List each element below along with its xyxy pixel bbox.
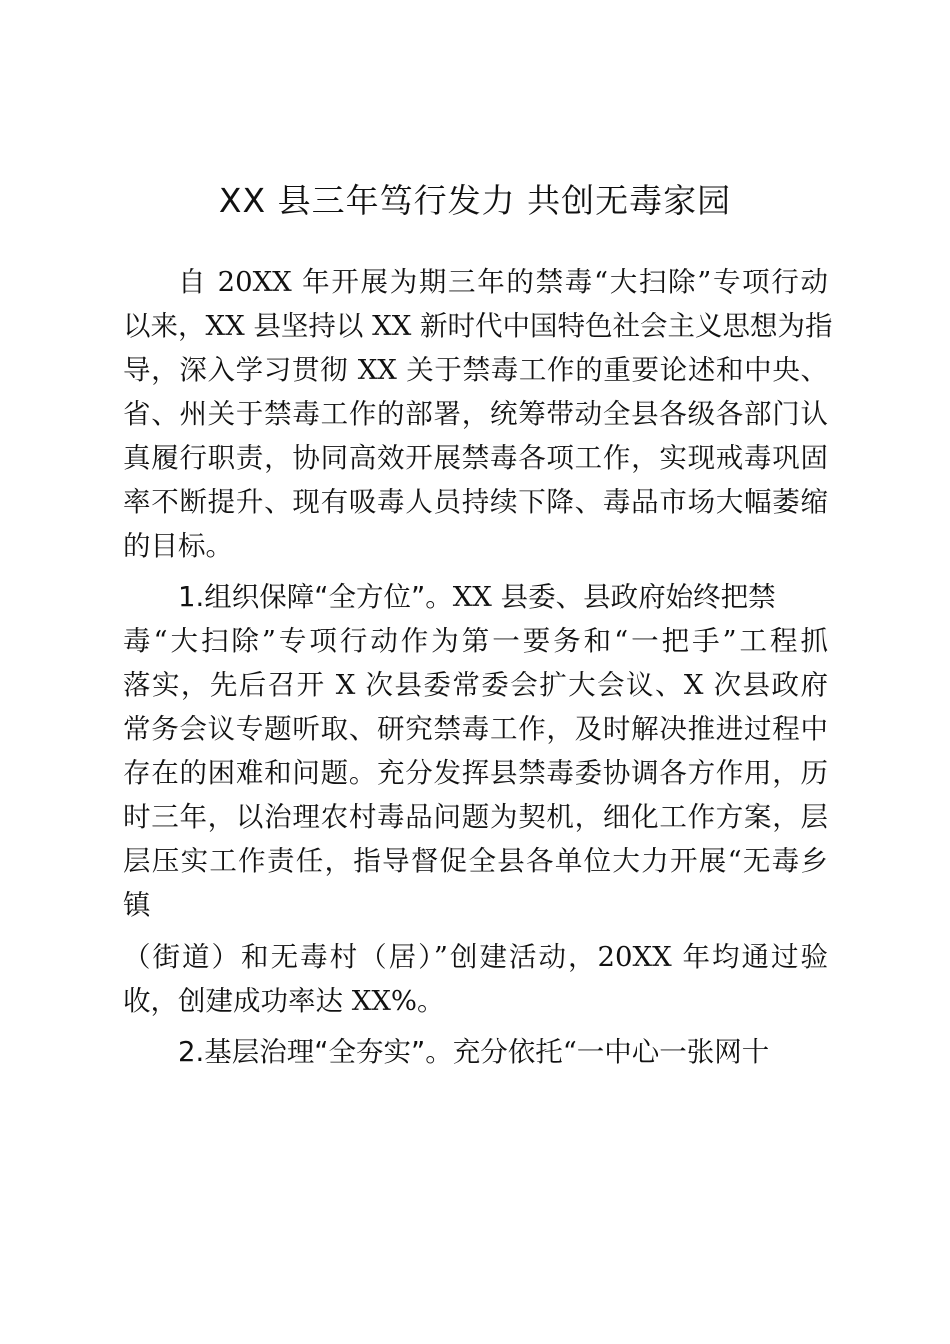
intro-line-5: 真履行职责，协同高效开展禁毒各项工作，实现戒毒巩固 (123, 442, 828, 474)
section-1-line-8: 镇 (123, 889, 151, 921)
section-1-first-line (178, 575, 828, 619)
document-title: XX 县三年笃行发力 共创无毒家园 (218, 181, 732, 220)
section-1-line-2: 毒“大扫除”专项行动作为第一要务和“一把手”工程抓 (123, 625, 828, 657)
section-1-first-line-text: 。XX 县委、县政府始终把禁 (425, 581, 776, 613)
section-1-line-7: 层压实工作责任，指导督促全县各单位大力开展“无毒乡 (123, 845, 828, 877)
intro-line-3: 导，深入学习贯彻 XX 关于禁毒工作的重要论述和中央、 (123, 354, 828, 386)
section-2-first-line-text: 。充分依托“一中心一张网十 (425, 1036, 770, 1068)
section-1-line-10: 收，创建成功率达 XX%。 (123, 985, 445, 1017)
section-2-first-line (178, 1030, 828, 1074)
section-2-heading: 2.基层治理“全夯实” (178, 1036, 426, 1068)
section-1-line-9: （街道）和无毒村（居）”创建活动，20XX 年均通过验 (123, 941, 828, 973)
intro-line-4: 省、州关于禁毒工作的部署，统筹带动全县各级各部门认 (123, 398, 828, 430)
intro-line-1: 自 20XX 年开展为期三年的禁毒“大扫除”专项行动 (178, 266, 828, 298)
section-1-line-6: 时三年，以治理农村毒品问题为契机，细化工作方案，层 (123, 801, 828, 833)
section-1-line-3: 落实，先后召开 X 次县委常委会扩大会议、X 次县政府 (123, 669, 828, 701)
intro-line-2: 以来，XX 县坚持以 XX 新时代中国特色社会主义思想为指 (123, 310, 833, 342)
intro-line-6: 率不断提升、现有吸毒人员持续下降、毒品市场大幅萎缩 (123, 486, 828, 518)
section-1-heading: 1.组织保障“全方位” (178, 581, 426, 613)
intro-line-7: 的目标。 (123, 530, 233, 562)
section-1-line-5: 存在的困难和问题。充分发挥县禁毒委协调各方作用，历 (123, 757, 828, 789)
section-1-line-4: 常务会议专题听取、研究禁毒工作，及时解决推进过程中 (123, 713, 828, 745)
